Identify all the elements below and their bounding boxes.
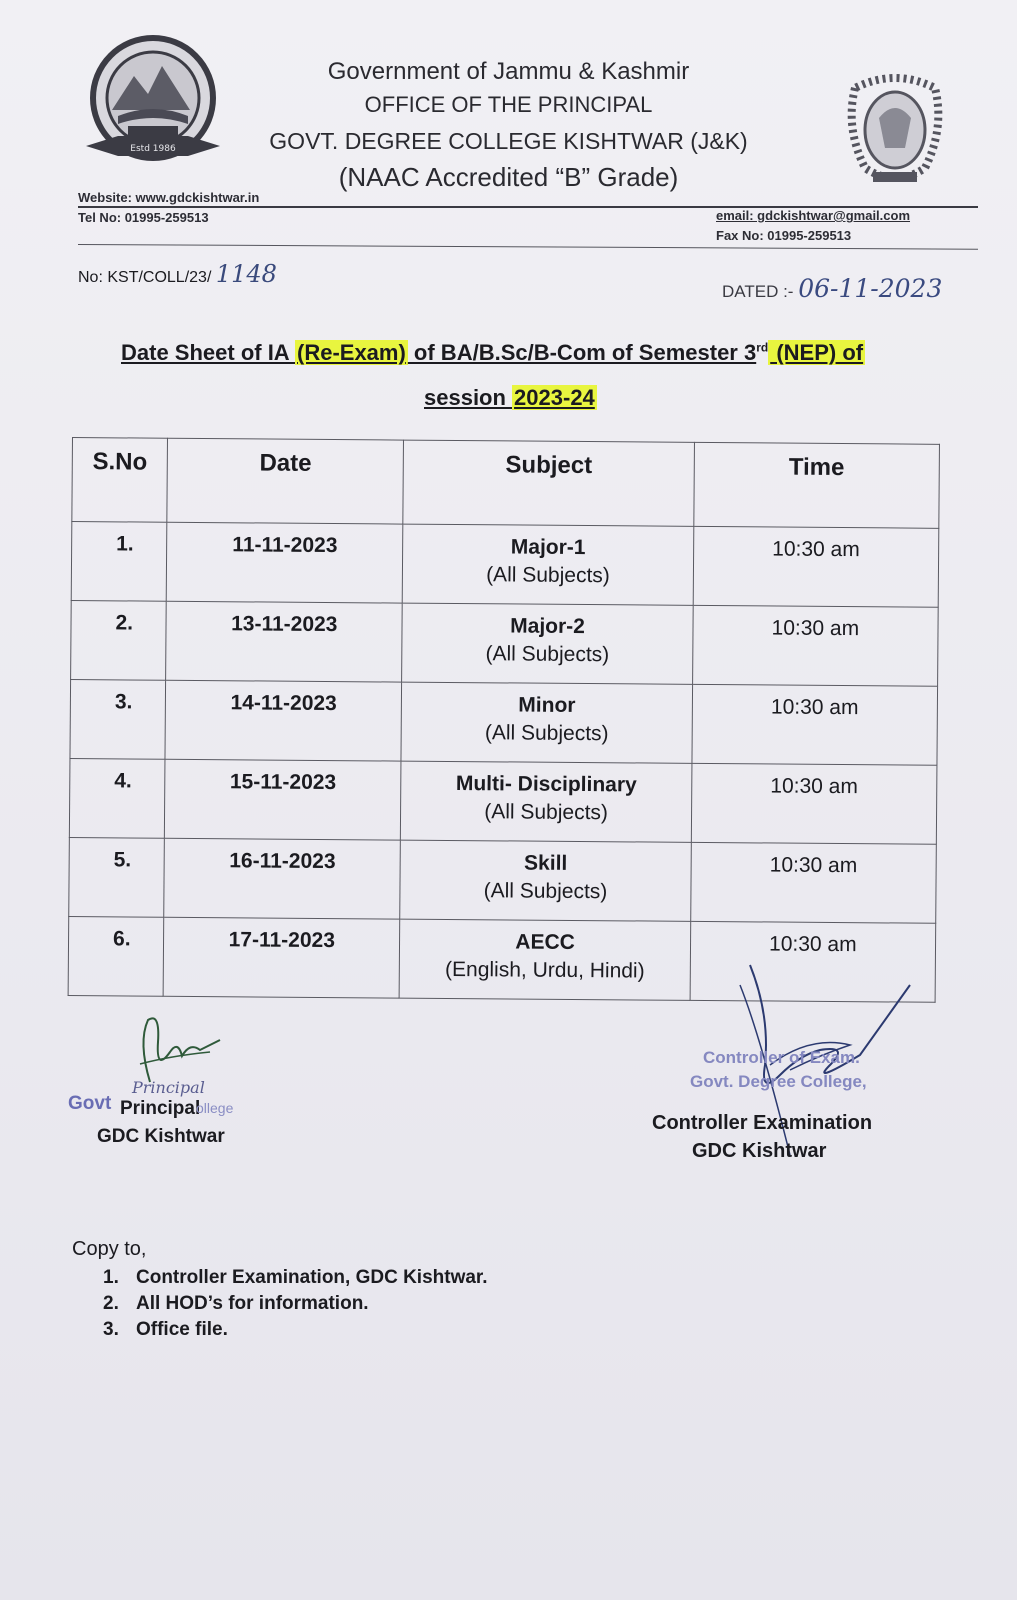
date-sheet-table xyxy=(68,437,940,1003)
row-date: 14-11-2023 xyxy=(165,680,402,761)
subject-name: Minor xyxy=(518,693,576,717)
dated-handwritten: 06-11-2023 xyxy=(798,274,943,303)
principal-org: GDC Kishtwar xyxy=(97,1126,225,1147)
table-row xyxy=(71,600,939,686)
row-subject xyxy=(403,524,694,605)
header-accreditation: (NAAC Accredited “B” Grade) xyxy=(338,162,679,192)
row-time: 10:30 am xyxy=(692,605,938,686)
table-row xyxy=(69,837,937,923)
title-highlight-nep: (NEP) of xyxy=(770,340,864,365)
row-time: 10:30 am xyxy=(692,684,938,765)
dated-line xyxy=(722,274,942,303)
session-line xyxy=(424,385,597,411)
row-sno: 4. xyxy=(69,758,165,838)
controller-label: Controller Examination xyxy=(652,1112,873,1134)
header-time: Time xyxy=(694,442,940,528)
email-text: email: gdckishtwar@gmail.com xyxy=(716,208,911,223)
subject-detail: (All Subjects) xyxy=(483,879,608,904)
list-item xyxy=(103,1267,488,1293)
header-office: OFFICE OF THE PRINCIPAL xyxy=(364,92,653,117)
row-sno: 2. xyxy=(71,600,167,680)
row-sno: 6. xyxy=(68,916,164,996)
copy-to-heading: Copy to, xyxy=(72,1238,147,1260)
principal-stamp-text: Principal xyxy=(132,1078,205,1097)
subject-detail: (All Subjects) xyxy=(486,563,610,588)
subject-detail: (All Subjects) xyxy=(485,642,610,667)
row-date: 15-11-2023 xyxy=(164,759,401,840)
row-date: 13-11-2023 xyxy=(166,601,403,682)
subject-detail: (English, Urdu, Hindi) xyxy=(444,957,645,983)
row-sno: 3. xyxy=(70,679,166,759)
row-sno: 5. xyxy=(69,837,165,917)
principal-stamp-prefix: Govt xyxy=(68,1093,112,1114)
svg-text:Estd 1986: Estd 1986 xyxy=(130,144,176,154)
list-item xyxy=(103,1319,488,1345)
header-rule-top xyxy=(78,206,978,208)
principal-label: Principal xyxy=(120,1098,201,1119)
subject-name: Major-1 xyxy=(510,535,586,560)
row-date: 17-11-2023 xyxy=(163,917,400,998)
list-text: Office file. xyxy=(136,1319,228,1340)
reference-handwritten: 1148 xyxy=(215,260,277,288)
table-row xyxy=(71,522,939,608)
header-sno: S.No xyxy=(72,438,168,523)
subject-detail: (All Subjects) xyxy=(484,721,609,746)
session-value: 2023-24 xyxy=(514,385,595,410)
copy-to-list xyxy=(103,1267,488,1345)
title-part1: Date Sheet of IA xyxy=(121,340,295,365)
row-time: 10:30 am xyxy=(693,526,939,607)
row-date: 16-11-2023 xyxy=(164,838,401,919)
header-date: Date xyxy=(167,438,404,524)
row-subject xyxy=(401,761,692,842)
subject-name: Major-2 xyxy=(510,614,585,639)
list-number: 1. xyxy=(103,1267,119,1288)
row-time: 10:30 am xyxy=(691,763,937,844)
subject-name: Skill xyxy=(524,851,568,875)
row-sno: 1. xyxy=(71,522,167,602)
row-subject xyxy=(399,919,690,1000)
title-highlight-reexam: (Re-Exam) xyxy=(297,340,406,365)
row-subject xyxy=(400,840,691,921)
row-time: 10:30 am xyxy=(690,842,936,923)
list-item xyxy=(103,1293,488,1319)
row-subject xyxy=(402,603,693,684)
controller-stamp-line1: Controller of Exam. xyxy=(703,1048,860,1067)
header-rule-bottom xyxy=(78,244,978,250)
table-header-row xyxy=(72,438,940,529)
row-date: 11-11-2023 xyxy=(166,522,403,603)
header-government: Government of Jammu & Kashmir xyxy=(327,58,690,85)
session-label: session xyxy=(424,385,513,410)
row-subject xyxy=(401,682,692,763)
list-number: 3. xyxy=(103,1319,119,1340)
list-text: Controller Examination, GDC Kishtwar. xyxy=(136,1267,488,1288)
header-subject: Subject xyxy=(403,440,694,526)
subject-detail: (All Subjects) xyxy=(484,800,609,825)
document-title xyxy=(121,340,865,366)
dated-label: DATED :- xyxy=(722,282,794,301)
reference-prefix: No: KST/COLL/23/ xyxy=(78,269,212,286)
list-number: 2. xyxy=(103,1293,119,1314)
website-text: Website: www.gdckishtwar.in xyxy=(78,190,260,205)
title-part2: of BA/B.Sc/B-Com of Semester 3 xyxy=(407,340,757,365)
header-college: GOVT. DEGREE COLLEGE KISHTWAR (J&K) xyxy=(269,128,748,154)
principal-stamp-suffix: ollege xyxy=(196,1100,234,1116)
controller-stamp-line2: Govt. Degree College, xyxy=(690,1072,867,1091)
table-row xyxy=(70,679,938,765)
subject-name: Multi- Disciplinary xyxy=(455,772,637,797)
reference-number xyxy=(78,260,277,288)
tel-text: Tel No: 01995-259513 xyxy=(78,210,209,225)
subject-name: AECC xyxy=(515,930,575,954)
controller-org: GDC Kishtwar xyxy=(692,1140,827,1162)
title-sup: rd xyxy=(756,340,769,355)
table-row xyxy=(69,758,937,844)
row-time: 10:30 am xyxy=(690,921,936,1002)
fax-text: Fax No: 01995-259513 xyxy=(716,228,852,243)
list-text: All HOD’s for information. xyxy=(136,1293,369,1314)
